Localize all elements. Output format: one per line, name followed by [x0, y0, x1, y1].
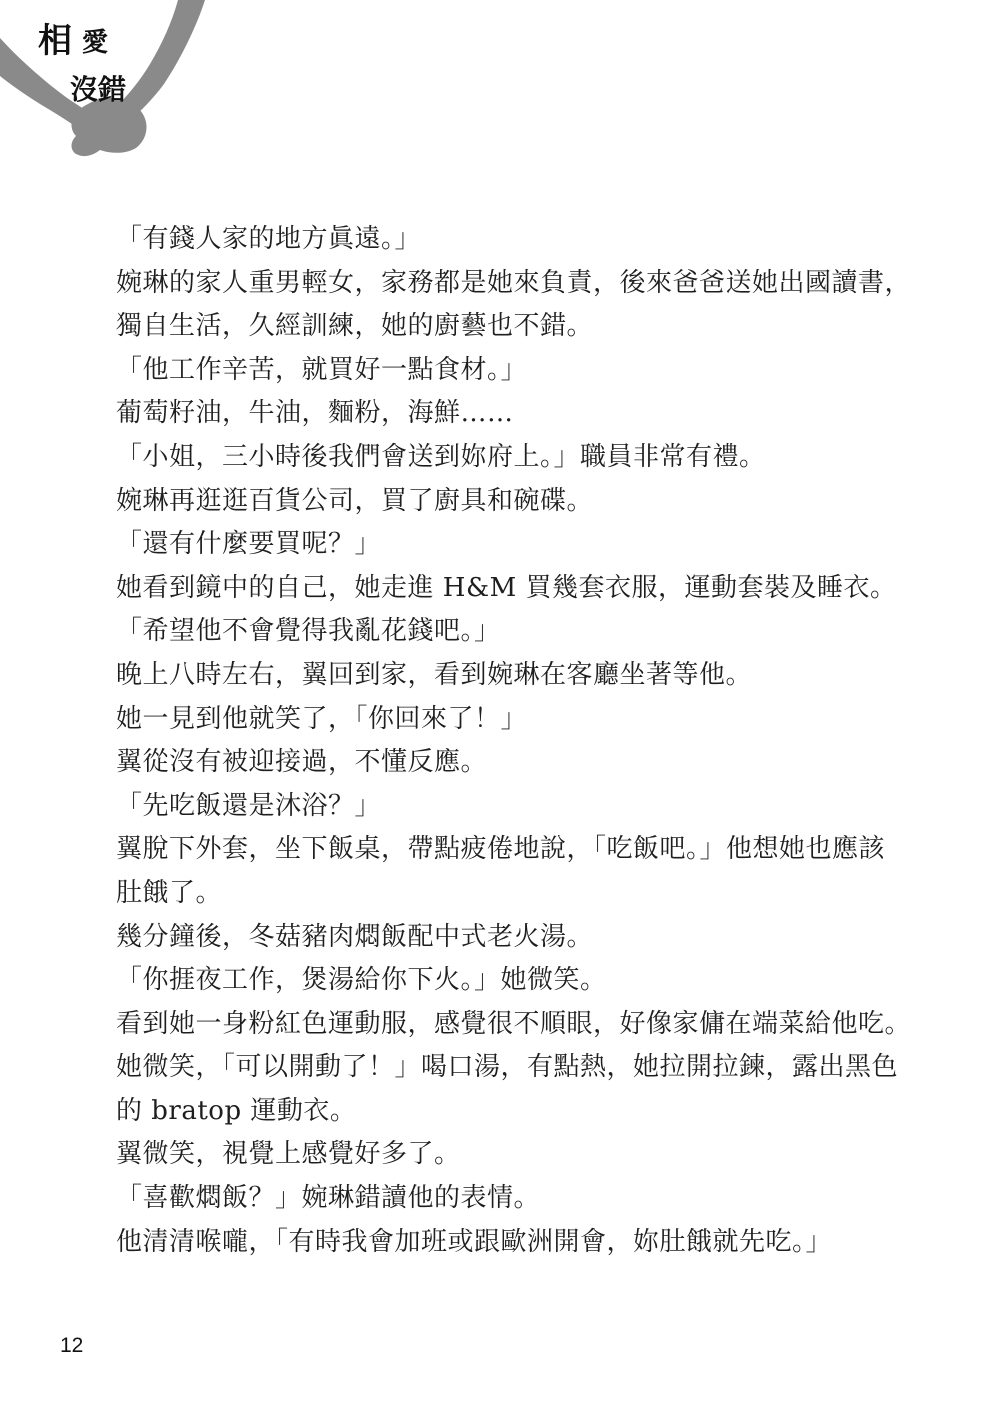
- text-line: 她微笑，「可以開動了！」喝口湯，有點熱，她拉開拉鍊，露出黑色: [116, 1052, 899, 1083]
- text-line: 「希望他不會覺得我亂花錢吧。」: [116, 616, 501, 647]
- text-line: 晚上八時左右，翼回到家，看到婉琳在客廳坐著等他。: [116, 659, 753, 690]
- text-line: 獨自生活，久經訓練，她的廚藝也不錯。: [116, 311, 594, 342]
- text-line: 的 bratop 運動衣。: [116, 1095, 357, 1126]
- text-line: 「你捱夜工作，煲湯給你下火。」她微笑。: [116, 965, 607, 996]
- text-line: 「小姐，三小時後我們會送到妳府上。」職員非常有禮。: [116, 441, 766, 472]
- text-line: 肚餓了。: [116, 877, 223, 908]
- text-line: 葡萄籽油，牛油，麵粉，海鮮……: [116, 398, 514, 429]
- text-line: 婉琳的家人重男輕女，家務都是她來負責，後來爸爸送她出國讀書，: [116, 267, 912, 298]
- text-line: 看到她一身粉紅色運動服，感覺很不順眼，好像家傭在端菜給他吃。: [116, 1008, 912, 1039]
- text-line: 她一見到他就笑了，「你回來了！」: [116, 703, 528, 734]
- header-decoration: [0, 0, 300, 170]
- text-line: 她看到鏡中的自己，她走進 H&M 買幾套衣服，運動套裝及睡衣。: [116, 572, 897, 603]
- text-line: 「先吃飯還是沐浴？」: [116, 790, 382, 821]
- text-line: 幾分鐘後，冬菇豬肉燜飯配中式老火湯。: [116, 921, 594, 952]
- text-line: 他清清喉嚨，「有時我會加班或跟歐洲開會，妳肚餓就先吃。」: [116, 1226, 833, 1257]
- chapter-title-char: 愛: [82, 28, 109, 58]
- text-line: 婉琳再逛逛百貨公司，買了廚具和碗碟。: [116, 485, 594, 516]
- text-line: 「有錢人家的地方眞遠。」: [116, 224, 422, 254]
- body-text: [116, 218, 912, 1264]
- chapter-title-char: 相: [38, 21, 72, 61]
- text-line: 「他工作辛苦，就買好一點食材。」: [116, 354, 528, 385]
- text-line: 翼脫下外套，坐下飯桌，帶點疲倦地說，「吃飯吧。」他想她也應該: [116, 834, 886, 865]
- chapter-title-char: 錯: [98, 73, 127, 106]
- text-line: 「還有什麼要買呢？」: [116, 529, 382, 560]
- page-number: 12: [60, 1334, 84, 1357]
- text-line: 翼微笑，視覺上感覺好多了。: [116, 1139, 461, 1170]
- text-line: 翼從沒有被迎接過，不懂反應。: [116, 747, 488, 778]
- chapter-title-char: 沒: [70, 73, 99, 106]
- text-line: 「喜歡燜飯？」婉琳錯讀他的表情。: [116, 1183, 541, 1214]
